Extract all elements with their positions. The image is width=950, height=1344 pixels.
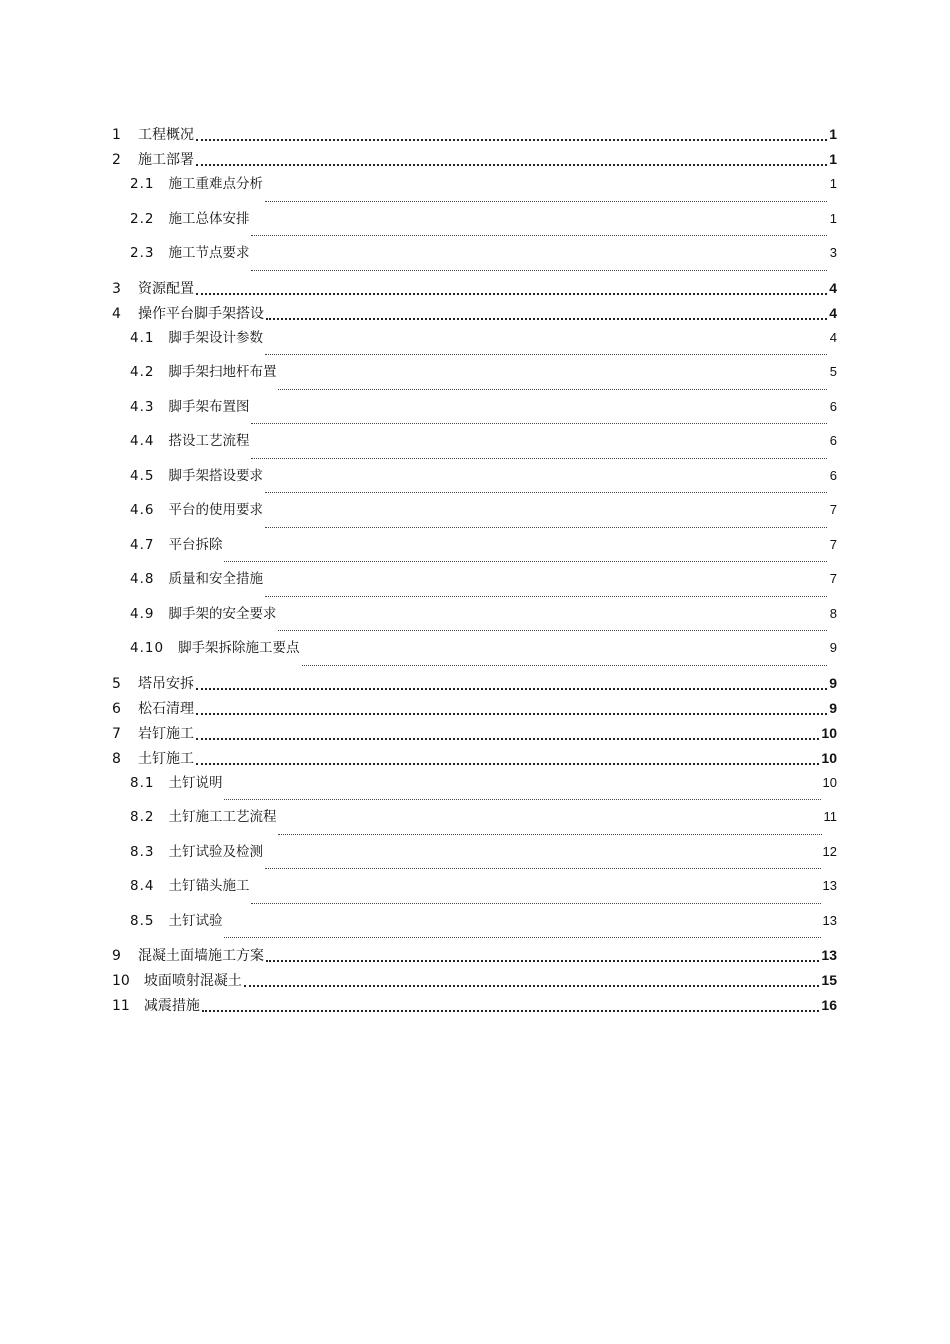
dot-leader [265, 527, 827, 528]
toc-entry-number: 10 [112, 973, 130, 989]
toc-entry-number: 3 [112, 280, 121, 297]
toc-subentry[interactable] [112, 432, 837, 467]
toc-subentry[interactable] [112, 877, 837, 912]
toc-subentry[interactable] [112, 912, 837, 947]
toc-entry-number: 8.3 [130, 843, 155, 860]
toc-entry-page-number: 12 [822, 843, 837, 859]
toc-entry-title: 施工部署 [138, 152, 194, 168]
toc-entry-page-number: 10 [821, 749, 837, 766]
toc-entry-number: 4.10 [130, 640, 165, 656]
dot-leader [265, 201, 827, 202]
toc-subentry[interactable] [112, 808, 837, 843]
toc-entry-title: 工程概况 [138, 127, 194, 143]
toc-entry-page-number: 8 [829, 605, 837, 621]
dot-leader [244, 985, 820, 987]
toc-entry-page-number: 6 [829, 433, 837, 448]
toc-subentry[interactable] [112, 329, 837, 364]
dot-leader [196, 713, 827, 715]
toc-entry-page-number: 6 [829, 467, 837, 483]
dot-leader [196, 139, 827, 141]
toc-entry-page-number: 15 [821, 972, 837, 988]
toc-entry-page-number: 1 [829, 151, 837, 167]
toc-entry-title: 施工总体安排 [168, 210, 250, 227]
toc-entry-page-number: 10 [821, 724, 837, 741]
toc-subentry[interactable] [112, 467, 837, 502]
toc-entry[interactable] [112, 279, 837, 304]
toc-entry-number: 4.1 [130, 329, 155, 346]
toc-entry-page-number: 5 [829, 364, 837, 379]
toc-entry-page-number: 4 [829, 279, 837, 296]
toc-entry-title: 土钉施工 [138, 750, 194, 767]
toc-subentry[interactable] [112, 210, 837, 245]
toc-entry-number: 8.5 [130, 912, 155, 929]
toc-entry-number: 8.4 [130, 878, 155, 894]
toc-entry-title: 土钉试验 [168, 912, 223, 929]
dot-leader [224, 799, 820, 800]
toc-subentry[interactable] [112, 536, 837, 571]
toc-subentry[interactable] [112, 175, 837, 210]
toc-entry-title: 脚手架搭设要求 [168, 467, 263, 484]
toc-subentry[interactable] [112, 570, 837, 605]
dot-leader [251, 458, 827, 459]
toc-subentry[interactable] [112, 605, 837, 640]
toc-entry-title: 土钉说明 [168, 774, 223, 791]
toc-entry[interactable] [112, 724, 837, 749]
toc-subentry[interactable] [112, 398, 837, 433]
toc-entry[interactable] [112, 699, 837, 724]
dot-leader [224, 937, 820, 938]
dot-leader [251, 903, 820, 904]
toc-entry-title: 土钉试验及检测 [168, 843, 263, 860]
dot-leader [224, 561, 827, 562]
toc-entry-number: 9 [112, 948, 121, 964]
toc-entry-page-number: 7 [829, 571, 837, 586]
toc-entry[interactable] [112, 304, 837, 329]
toc-entry-number: 2 [112, 152, 121, 168]
toc-entry-page-number: 13 [822, 912, 837, 928]
dot-leader [266, 960, 819, 962]
dot-leader [278, 389, 827, 390]
dot-leader [265, 868, 821, 869]
toc-entry[interactable] [112, 150, 837, 175]
toc-entry-page-number: 13 [822, 878, 837, 893]
toc-entry-page-number: 1 [829, 210, 837, 226]
toc-entry-title: 岩钉施工 [138, 725, 194, 742]
toc-entry-title: 脚手架的安全要求 [168, 605, 277, 622]
toc-entry-page-number: 1 [829, 126, 837, 142]
toc-entry[interactable] [112, 946, 837, 971]
toc-entry[interactable] [112, 674, 837, 699]
toc-entry-number: 2.2 [130, 210, 155, 227]
dot-leader [266, 318, 827, 320]
toc-entry-number: 8.2 [130, 809, 155, 825]
dot-leader [196, 164, 827, 166]
dot-leader [202, 1010, 820, 1012]
toc-entry-number: 4.3 [130, 398, 155, 415]
dot-leader [265, 354, 827, 355]
toc-entry-number: 8 [112, 750, 121, 767]
toc-entry-page-number: 4 [829, 329, 837, 345]
toc-entry-page-number: 13 [821, 947, 837, 963]
toc-entry-title: 平台的使用要求 [168, 502, 263, 518]
toc-entry[interactable] [112, 971, 837, 996]
table-of-contents [112, 125, 837, 1021]
toc-entry[interactable] [112, 125, 837, 150]
toc-entry-page-number: 9 [829, 699, 837, 716]
toc-entry-page-number: 10 [822, 774, 837, 790]
toc-entry-page-number: 9 [829, 640, 837, 655]
toc-entry-number: 4.9 [130, 605, 155, 622]
toc-entry-number: 6 [112, 700, 121, 717]
toc-entry-number: 4.4 [130, 433, 155, 449]
toc-subentry[interactable] [112, 843, 837, 878]
toc-entry-title: 塔吊安拆 [138, 675, 194, 692]
dot-leader [278, 834, 821, 835]
toc-subentry[interactable] [112, 774, 837, 809]
toc-entry-number: 4.7 [130, 536, 155, 553]
toc-entry-title: 施工节点要求 [168, 245, 250, 261]
toc-entry-title: 资源配置 [138, 280, 194, 297]
toc-entry-page-number: 3 [829, 245, 837, 260]
toc-subentry[interactable] [112, 244, 837, 279]
toc-entry-page-number: 7 [829, 536, 837, 552]
toc-entry-number: 8.1 [130, 774, 155, 791]
toc-entry-page-number: 1 [829, 176, 837, 191]
toc-entry-title: 搭设工艺流程 [168, 433, 250, 449]
dot-leader [302, 665, 827, 666]
toc-entry-number: 5 [112, 675, 121, 692]
toc-entry-number: 1 [112, 127, 121, 143]
toc-entry-title: 施工重难点分析 [168, 176, 263, 192]
toc-entry-title: 质量和安全措施 [168, 571, 263, 587]
toc-entry-page-number: 16 [821, 997, 837, 1013]
toc-entry-page-number: 4 [829, 304, 837, 321]
toc-entry-title: 脚手架布置图 [168, 398, 250, 415]
dot-leader [265, 596, 827, 597]
toc-subentry[interactable] [112, 501, 837, 536]
toc-entry-title: 减震措施 [143, 998, 200, 1014]
toc-entry-title: 脚手架拆除施工要点 [178, 640, 300, 656]
toc-entry-title: 松石清理 [138, 700, 194, 717]
toc-entry-number: 11 [112, 998, 130, 1014]
toc-entry-page-number: 6 [829, 398, 837, 414]
dot-leader [265, 492, 827, 493]
toc-subentry[interactable] [112, 363, 837, 398]
toc-entry-number: 2.3 [130, 245, 155, 261]
dot-leader [251, 423, 827, 424]
toc-entry-title: 脚手架扫地杆布置 [168, 364, 277, 380]
dot-leader [251, 235, 827, 236]
toc-entry-number: 4 [112, 305, 121, 322]
toc-entry-title: 操作平台脚手架搭设 [138, 305, 264, 322]
toc-entry-title: 平台拆除 [168, 536, 223, 553]
toc-entry[interactable] [112, 749, 837, 774]
toc-entry-page-number: 11 [823, 809, 837, 824]
toc-entry-number: 7 [112, 725, 121, 742]
toc-entry-number: 4.8 [130, 571, 155, 587]
toc-entry-title: 土钉施工工艺流程 [168, 809, 277, 825]
toc-entry-title: 脚手架设计参数 [168, 329, 263, 346]
toc-entry-title: 坡面喷射混凝土 [143, 973, 242, 989]
toc-subentry[interactable] [112, 639, 837, 674]
toc-entry-title: 混凝土面墙施工方案 [138, 948, 264, 964]
toc-entry-number: 4.6 [130, 502, 155, 518]
toc-entry-number: 2.1 [130, 176, 155, 192]
dot-leader [251, 270, 827, 271]
dot-leader [196, 293, 827, 295]
toc-entry-page-number: 7 [829, 502, 837, 517]
dot-leader [196, 688, 827, 690]
toc-entry-number: 4.5 [130, 467, 155, 484]
toc-entry-page-number: 9 [829, 674, 837, 691]
toc-entry-number: 4.2 [130, 364, 155, 380]
dot-leader [196, 738, 819, 740]
dot-leader [196, 763, 819, 765]
toc-entry-title: 土钉锚头施工 [168, 878, 250, 894]
toc-entry[interactable] [112, 996, 837, 1021]
dot-leader [278, 630, 827, 631]
